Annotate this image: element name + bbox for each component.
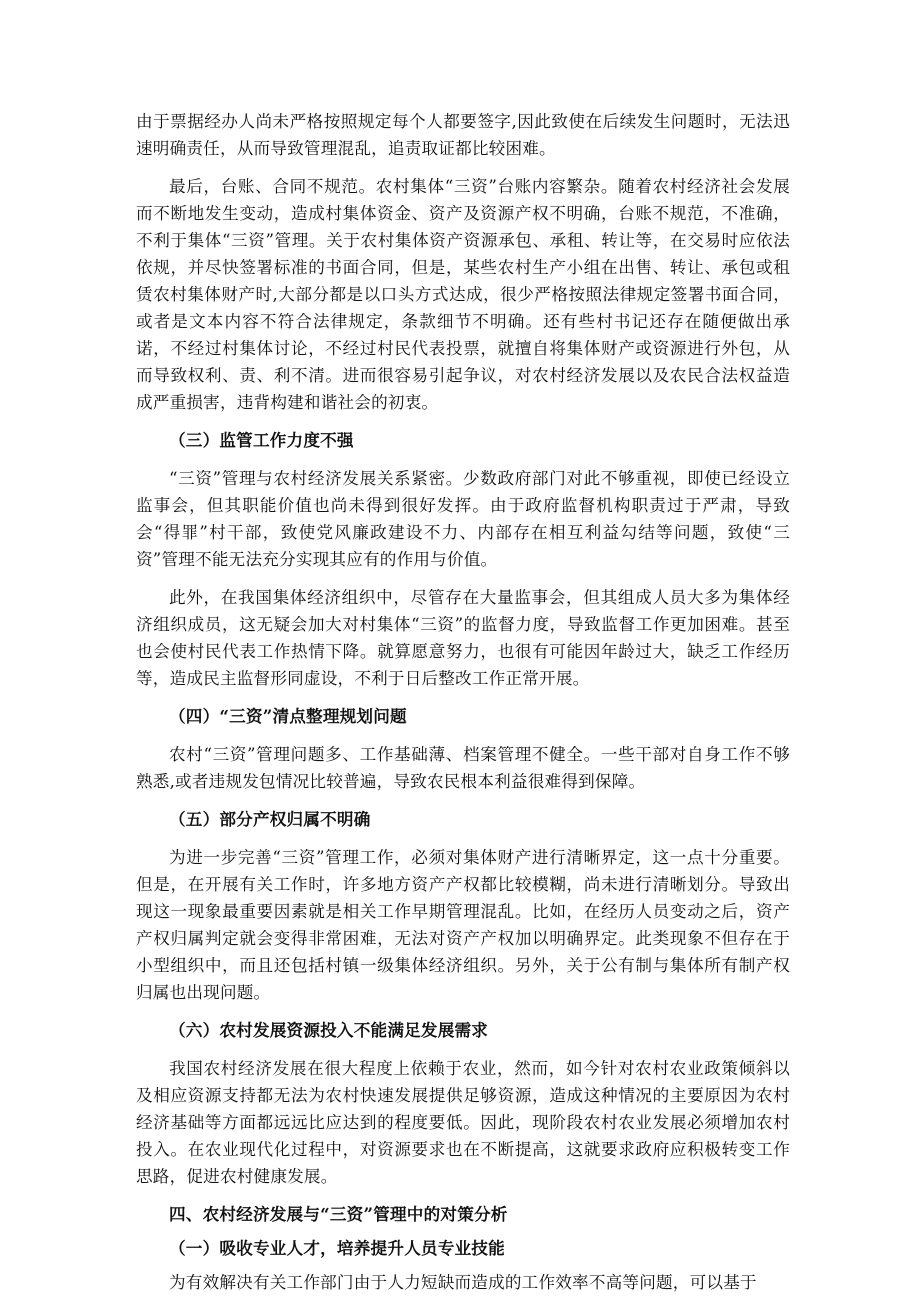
document-page: [136, 108, 790, 1307]
paragraph-talent: 为有效解决有关工作部门由于人力短缺而造成的工作效率不高等问题，可以基于: [169, 1273, 757, 1292]
heading-inventory-planning: （四）“三资”清点整理规划问题: [169, 706, 407, 726]
heading-supervision-weak: （三）监管工作力度不强: [169, 430, 354, 450]
heading-countermeasures: 四、农村经济发展与“三资”管理中的对策分析: [169, 1204, 508, 1224]
paragraph-receipt-signature: 由于票据经办人尚未严格按照规定每个人都要签字,因此致使在后续发生问题时，无法迅速明确责任，从而导致管理混乱，追责取证都比较困难。: [136, 112, 790, 158]
paragraph-property-rights: 为进一步完善“三资”管理工作，必须对集体财产进行清晰界定，这一点十分重要。但是，在开展有关工作时，许多地方资产产权都比较模糊，尚未进行清晰划分。导致出现这一现象最重要因素就是相关工作早期管理混乱。比如，在经历人员变动之后，资产产权归属判定就会变得非常困难，无法对资产产权加以明确界定。此类现象不但存在于小型组织中，而且还包括村镇一级集体经济组织。另外，关于公有制与集体所有制产权归属也出现问题。: [136, 848, 790, 1002]
paragraph-resource-input: 我国农村经济发展在很大程度上依赖于农业，然而，如今针对农村农业政策倾斜以及相应资源支持都无法为农村快速发展提供足够资源，造成这种情况的主要原因为农村经济基础等方面都远远比应达到的程度要低。因此，现阶段农村农业发展必须增加农村投入。在农业现代化过程中，对资源要求也在不断提高，这就要求政府应积极转变工作思路，促进农村健康发展。: [136, 1059, 790, 1186]
heading-talent: （一）吸收专业人才，培养提升人员专业技能: [169, 1238, 505, 1258]
heading-resource-input: （六）农村发展资源投入不能满足发展需求: [169, 1020, 489, 1040]
paragraph-ledger-contracts: 最后，台账、合同不规范。农村集体“三资”台账内容繁杂。随着农村经济社会发展而不断地发生变动，造成村集体资金、资产及资源产权不明确，台账不规范，不准确，不利于集体“三资”管理。关于农村集体资产资源承包、承租、转让等，在交易时应依法依规，并尽快签署标准的书面合同，但是，某些农村生产小组在出售、转让、承包或租赁农村集体财产时,大部分都是以口头方式达成，很少严格按照法律规定签署书面合同，或者是文本内容不符合法律规定，条款细节不明确。还有些村书记还存在随便做出承诺，不经过村集体讨论，不经过村民代表投票，就擅自将集体财产或资源进行外包，从而导致权利、责、利不清。进而很容易引起争议，对农村经济发展以及农民合法权益造成严重损害，违背构建和谐社会的初衷。: [136, 177, 790, 412]
heading-property-rights: （五）部分产权归属不明确: [169, 809, 371, 829]
paragraph-supervision-1: “三资”管理与农村经济发展关系紧密。少数政府部门对此不够重视，即使已经设立监事会，但其职能价值也尚未得到很好发挥。由于政府监督机构职责过于严肃，导致会“得罪”村干部，致使党风廉政建设不力、内部存在相互利益勾结等问题，致使“三资”管理不能无法充分实现其应有的作用与价值。: [136, 469, 790, 569]
paragraph-inventory: 农村“三资”管理问题多、工作基础薄、档案管理不健全。一些干部对自身工作不够熟悉,或者违规发包情况比较普遍，导致农民根本利益很难得到保障。: [136, 745, 790, 791]
paragraph-supervision-2: 此外，在我国集体经济组织中，尽管存在大量监事会，但其组成人员大多为集体经济组织成员，这无疑会加大对村集体“三资”的监督力度，导致监督工作更加困难。甚至也会使村民代表工作热情下降。就算愿意努力，也很有可能因年龄过大，缺乏工作经历等，造成民主监督形同虚设，不利于日后整改工作正常开展。: [136, 588, 790, 688]
